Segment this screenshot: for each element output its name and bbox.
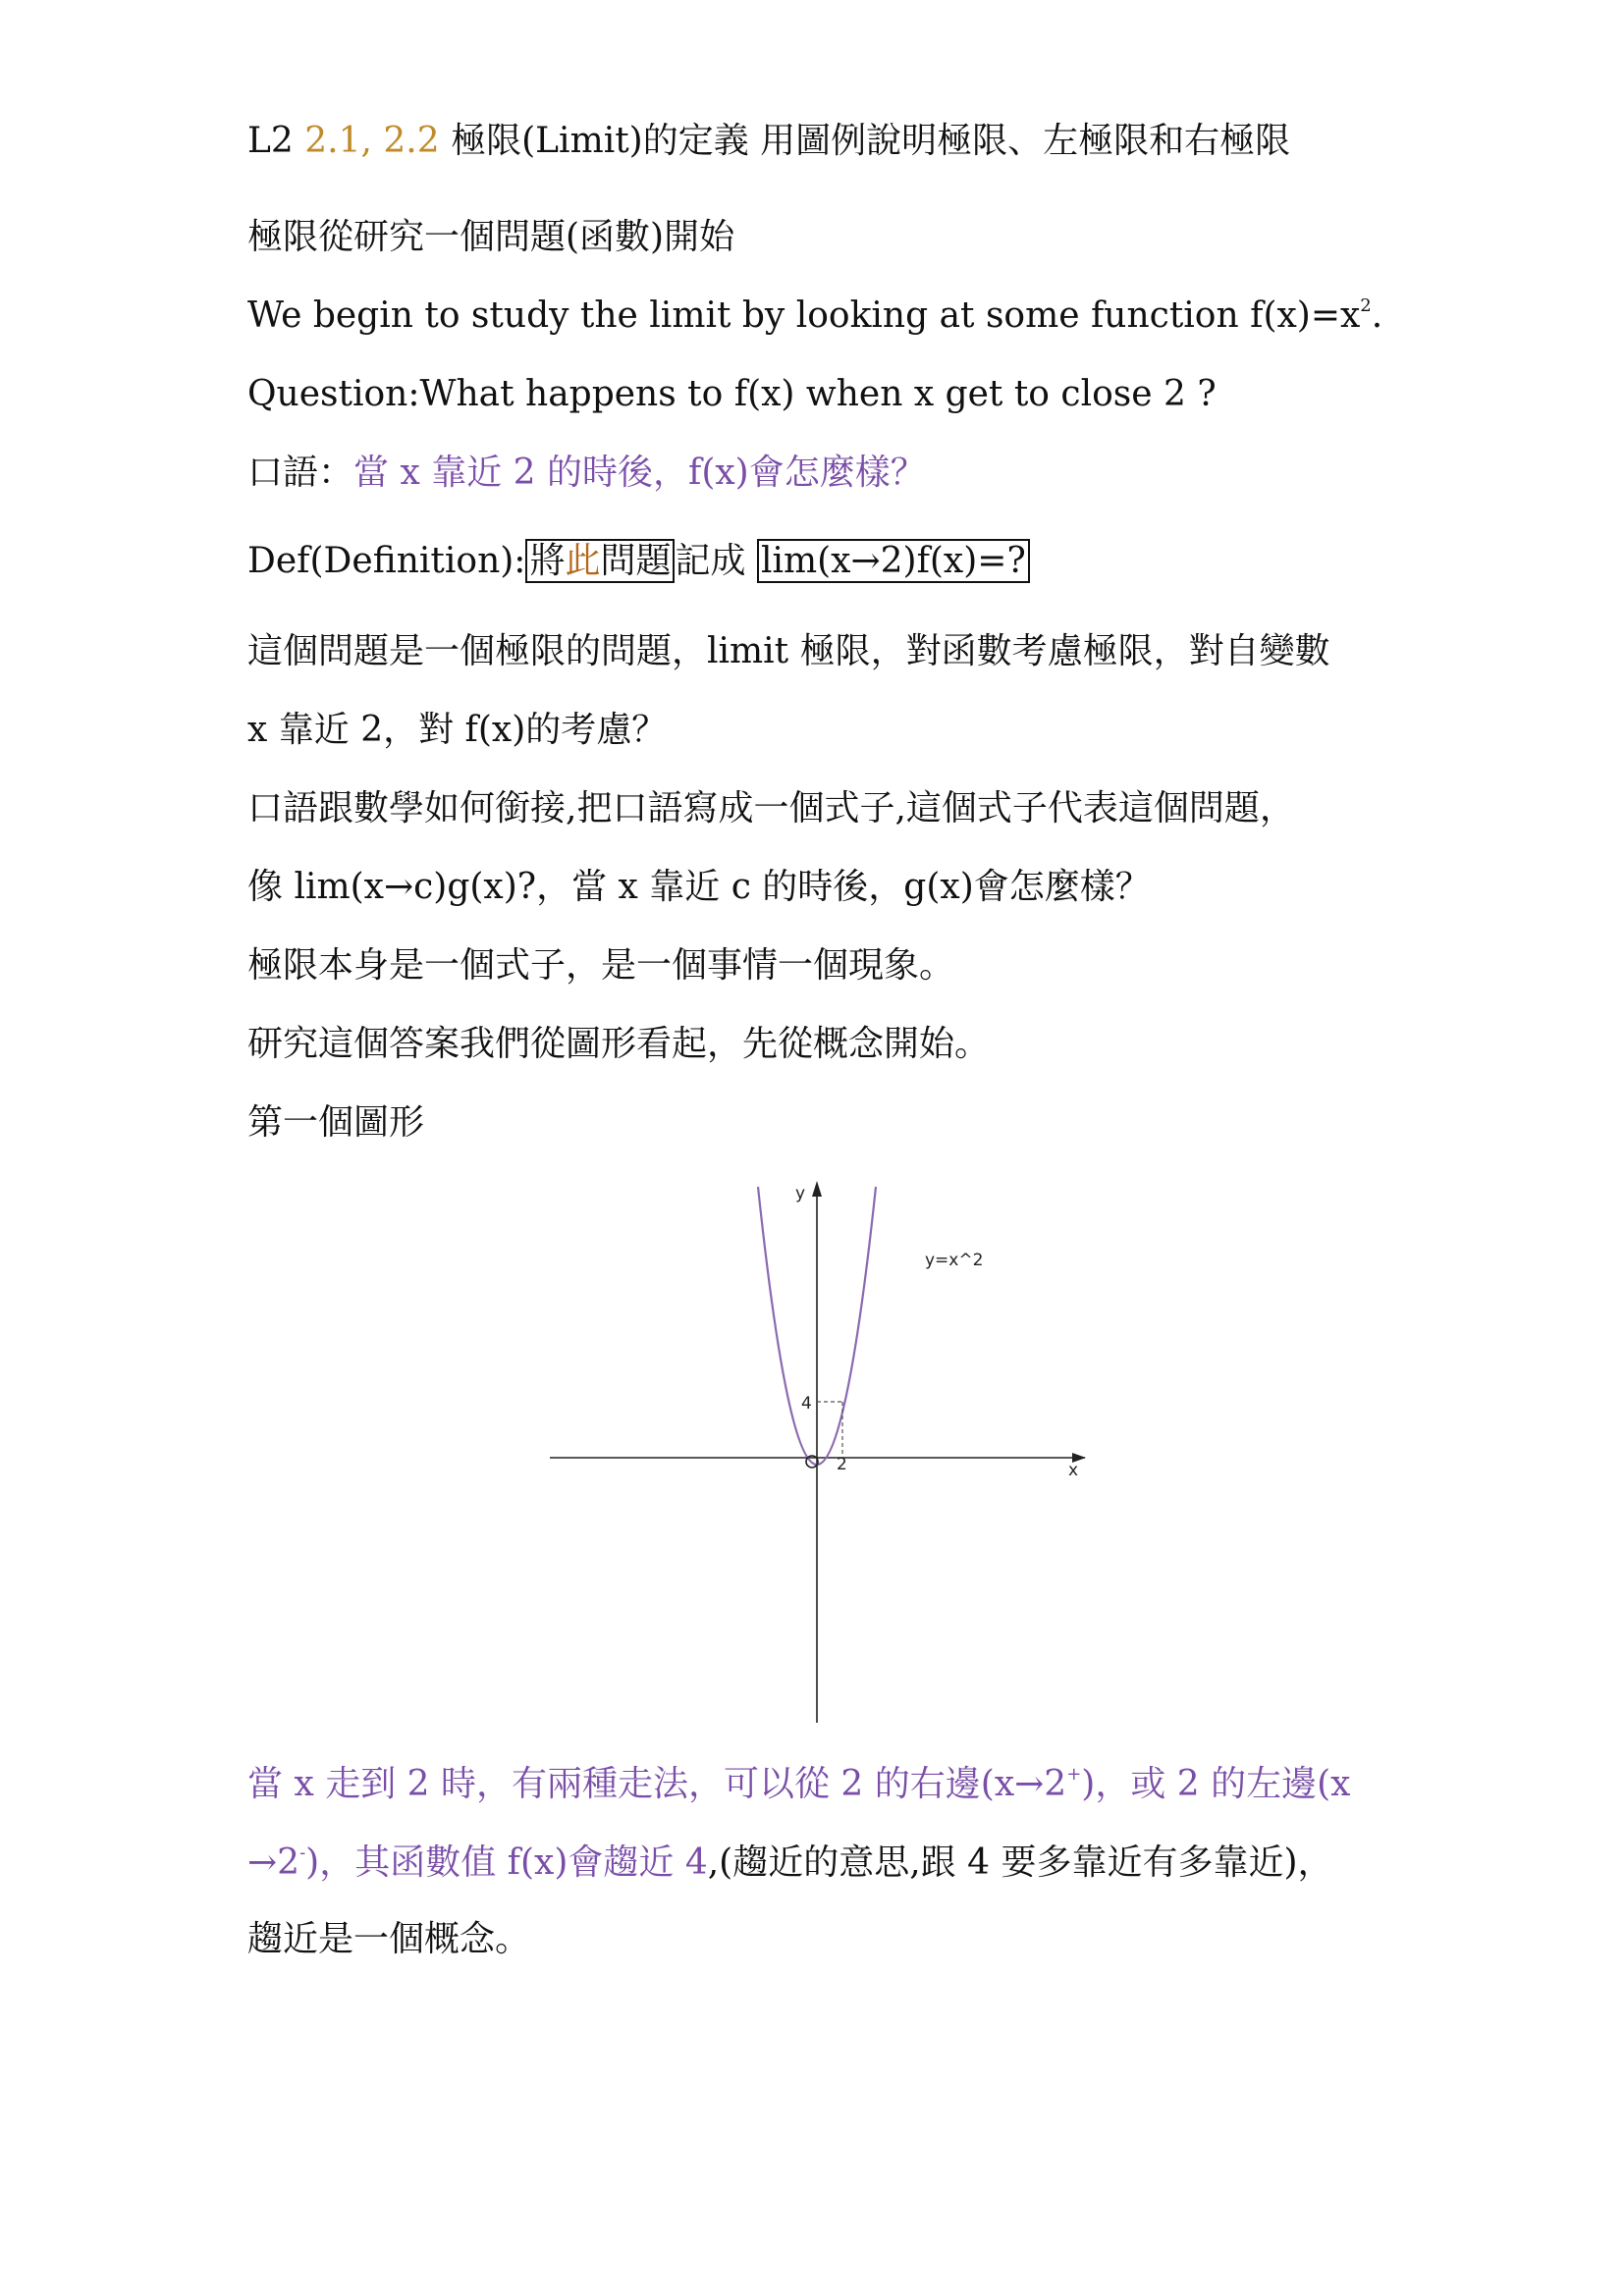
conclusion-line2-sup: -	[299, 1842, 306, 1863]
paragraph3: 極限本身是一個式子，是一個事情一個現象。	[247, 945, 955, 986]
spoken-question	[247, 450, 926, 497]
heading-title: 極限(Limit)的定義 用圖例說明極限、左極限和右極限	[439, 121, 1291, 161]
y-tick-label: 4	[801, 1394, 812, 1414]
spoken-label: 口語：	[247, 453, 354, 493]
intro-en-main: We begin to study the limit by looking at some function f(x)=x	[247, 295, 1361, 336]
paragraph1-line1: 這個問題是一個極限的問題，limit 極限，對函數考慮極限，對自變數	[247, 631, 1330, 671]
figure-caption: 第一個圖形	[247, 1102, 425, 1143]
paragraph2-line1: 口語跟數學如何銜接,把口語寫成一個式子,這個式子代表這個問題，	[247, 788, 1295, 828]
spoken-text: 當 x 靠近 2 的時後，f(x)會怎麼樣？	[353, 453, 926, 493]
conclusion-line1	[247, 1761, 1350, 1808]
conclusion-line1-a: 當 x 走到 2 時，有兩種走法，可以從 2 的右邊(x→2	[247, 1764, 1067, 1804]
paragraph1-line2: x 靠近 2，對 f(x)的考慮？	[247, 710, 668, 750]
conclusion-line2-a: →2	[247, 1842, 300, 1883]
conclusion-line2-b: )，其函數值 f(x)會趨近 4	[305, 1842, 708, 1883]
intro-en	[247, 293, 1382, 340]
x-axis-label: x	[1068, 1461, 1079, 1480]
definition-box-limit: lim(x→2)f(x)=?	[757, 539, 1030, 583]
conclusion-line1-b: )，或 2 的左邊(x	[1081, 1764, 1351, 1804]
intro-en-exponent: 2	[1360, 295, 1372, 316]
y-axis-arrow	[812, 1181, 822, 1197]
intro-zh: 極限從研究一個問題(函數)開始	[247, 217, 735, 257]
curve-label: y=x^2	[925, 1251, 984, 1270]
page-heading	[247, 118, 1290, 165]
definition-middle: 記成	[675, 541, 757, 581]
paragraph2-line2: 像 lim(x→c)g(x)?，當 x 靠近 c 的時後，g(x)會怎麼樣？	[247, 867, 1151, 907]
conclusion-line3: 趨近是一個概念。	[247, 1919, 531, 1959]
paragraph4: 研究這個答案我們從圖形看起，先從概念開始。	[247, 1024, 991, 1064]
definition	[247, 538, 1030, 585]
box-text-a: 將	[529, 541, 566, 581]
heading-prefix: L2	[247, 121, 305, 161]
intro-en-tail: .	[1371, 295, 1383, 336]
conclusion-line2-c: ,(趨近的意思,跟 4 要多靠近有多靠近)，	[707, 1842, 1333, 1883]
x-tick-label: 2	[837, 1455, 847, 1474]
y-axis-label: y	[795, 1184, 806, 1203]
conclusion-line1-sup: +	[1066, 1764, 1082, 1785]
box-text-b: 此	[565, 541, 601, 581]
heading-sections: 2.1, 2.2	[304, 121, 440, 161]
conclusion-line2	[247, 1840, 1333, 1887]
definition-prefix: Def(Definition):	[247, 541, 526, 581]
definition-box-question	[525, 539, 675, 583]
box-text-c: 問題	[600, 541, 672, 581]
parabola-graph	[530, 1173, 1100, 1737]
question: Question:What happens to f(x) when x get to close 2 ?	[247, 374, 1217, 414]
